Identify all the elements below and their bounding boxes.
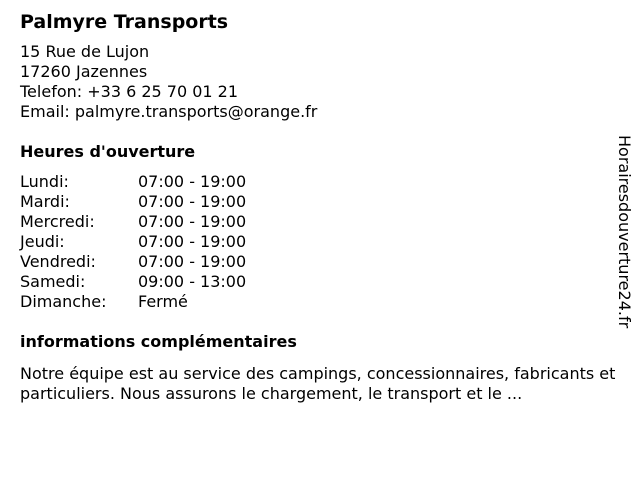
hours-row-tuesday <box>20 192 620 212</box>
day-label: Mercredi: <box>20 212 95 231</box>
day-label: Lundi: <box>20 172 69 191</box>
business-card <box>20 10 620 404</box>
business-name: Palmyre Transports <box>20 11 229 33</box>
hours-row-wednesday <box>20 212 620 232</box>
hours-heading: Heures d'ouverture <box>20 142 196 161</box>
info-description: Notre équipe est au service des campings, concessionnaires, fabricants et particuliers. Nous assurons le chargement, le transport et le ... <box>20 364 616 403</box>
time-value: 07:00 - 19:00 <box>138 192 247 211</box>
time-value: 07:00 - 19:00 <box>138 172 247 191</box>
hours-row-sunday <box>20 292 620 312</box>
info-heading: informations complémentaires <box>20 332 297 351</box>
city-address: 17260 Jazennes <box>20 62 148 81</box>
hours-row-friday <box>20 252 620 272</box>
phone-number[interactable]: Telefon: +33 6 25 70 01 21 <box>20 82 239 101</box>
day-label: Mardi: <box>20 192 70 211</box>
time-value: 09:00 - 13:00 <box>138 272 247 291</box>
email-address[interactable]: Email: palmyre.transports@orange.fr <box>20 102 318 121</box>
hours-row-saturday <box>20 272 620 292</box>
day-label: Dimanche: <box>20 292 107 311</box>
day-label: Vendredi: <box>20 252 96 271</box>
time-value: 07:00 - 19:00 <box>138 212 247 231</box>
hours-table <box>20 172 620 312</box>
time-value: Fermé <box>138 292 188 311</box>
day-label: Jeudi: <box>20 232 65 251</box>
contact-block <box>20 42 620 122</box>
hours-row-monday <box>20 172 620 192</box>
hours-row-thursday <box>20 232 620 252</box>
site-watermark: Horairesdouverture24.fr <box>615 135 634 329</box>
street-address: 15 Rue de Lujon <box>20 42 150 61</box>
time-value: 07:00 - 19:00 <box>138 252 247 271</box>
day-label: Samedi: <box>20 272 86 291</box>
time-value: 07:00 - 19:00 <box>138 232 247 251</box>
